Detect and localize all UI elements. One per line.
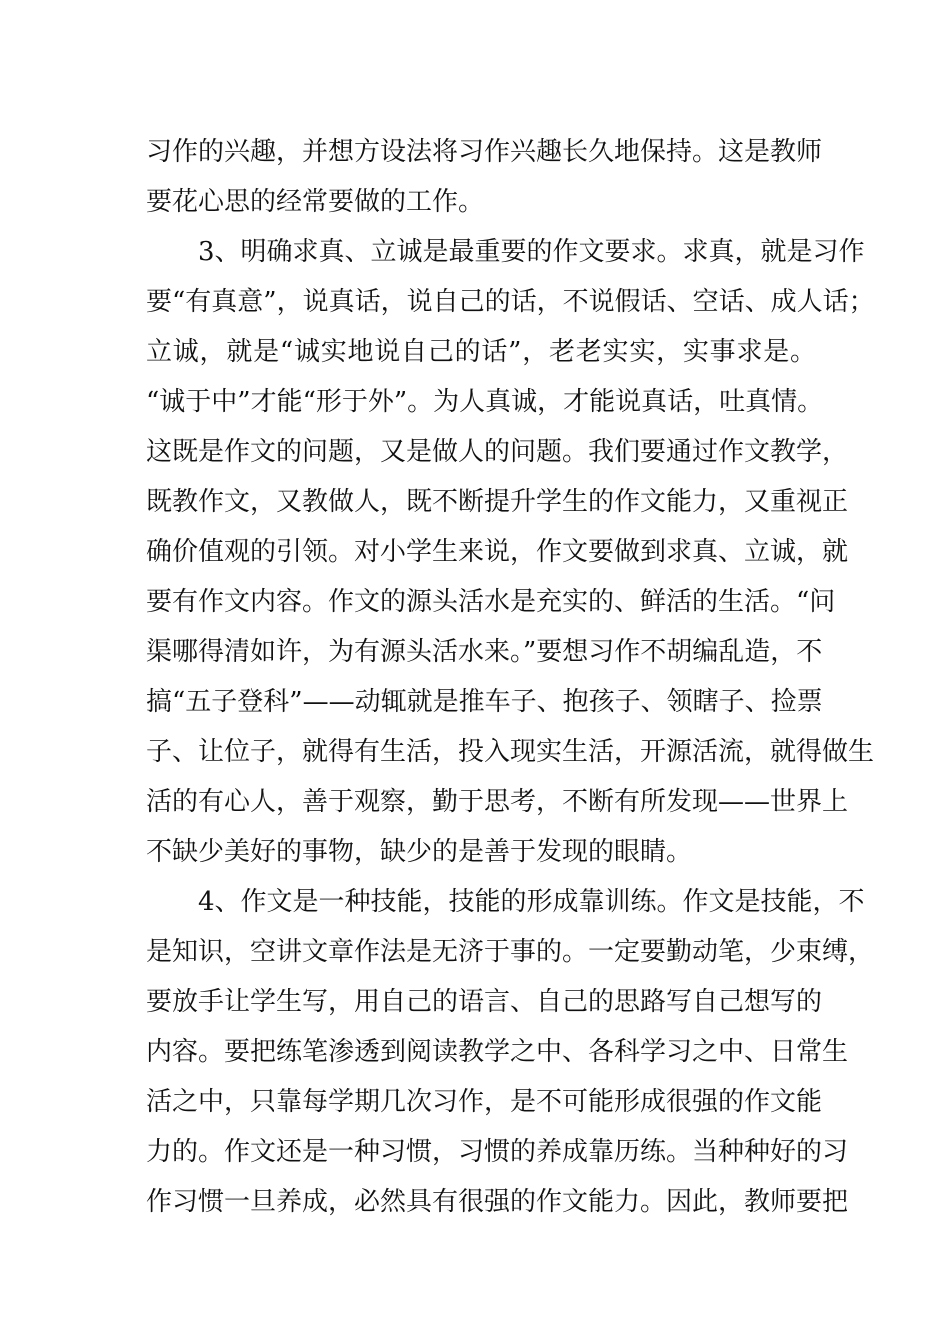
text-line: 要放手让学生写，用自己的语言、自己的思路写自己想写的	[146, 987, 823, 1017]
text-line: 这既是作文的问题，又是做人的问题。我们要通过作文教学，	[146, 437, 849, 467]
text-line: 力的。作文还是一种习惯，习惯的养成靠历练。当种种好的习	[146, 1137, 849, 1167]
text-line: 要“有真意”，说真话，说自己的话，不说假话、空话、成人话；	[146, 287, 875, 317]
text-line: “诚于中”才能“形于外”。为人真诚，才能说真话，吐真情。	[146, 387, 824, 417]
text-line: 活的有心人，善于观察，勤于思考，不断有所发现——世界上	[146, 787, 849, 817]
text-line: 确价值观的引领。对小学生来说，作文要做到求真、立诚，就	[146, 537, 849, 567]
text-line: 立诚，就是“诚实地说自己的话”，老老实实，实事求是。	[146, 337, 816, 367]
text-line: 渠哪得清如许，为有源头活水来。”要想习作不胡编乱造，不	[146, 637, 823, 667]
text-line: 搞“五子登科”——动辄就是推车子、抱孩子、领瞎子、捡票	[146, 687, 823, 717]
text-line: 不缺少美好的事物，缺少的是善于发现的眼睛。	[146, 837, 693, 867]
text-line: 活之中，只靠每学期几次习作，是不可能形成很强的作文能	[146, 1087, 823, 1117]
text-line: 既教作文，又教做人，既不断提升学生的作文能力，又重视正	[146, 487, 849, 517]
text-line: 作习惯一旦养成，必然具有很强的作文能力。因此，教师要把	[146, 1187, 849, 1217]
text-line: 是知识，空讲文章作法是无济于事的。一定要勤动笔，少束缚，	[146, 937, 875, 967]
paragraph-4-start: 4、作文是一种技能，技能的形成靠训练。作文是技能，不	[198, 887, 865, 917]
text-line: 习作的兴趣，并想方设法将习作兴趣长久地保持。这是教师	[146, 137, 823, 167]
text-line: 内容。要把练笔渗透到阅读教学之中、各科学习之中、日常生	[146, 1037, 849, 1067]
text-line: 子、让位子，就得有生活，投入现实生活，开源活流，就得做生	[146, 737, 875, 767]
text-line: 要花心思的经常要做的工作。	[146, 187, 485, 217]
text-line: 要有作文内容。作文的源头活水是充实的、鲜活的生活。“问	[146, 587, 836, 617]
paragraph-3-start: 3、明确求真、立诚是最重要的作文要求。求真，就是习作	[198, 237, 865, 267]
